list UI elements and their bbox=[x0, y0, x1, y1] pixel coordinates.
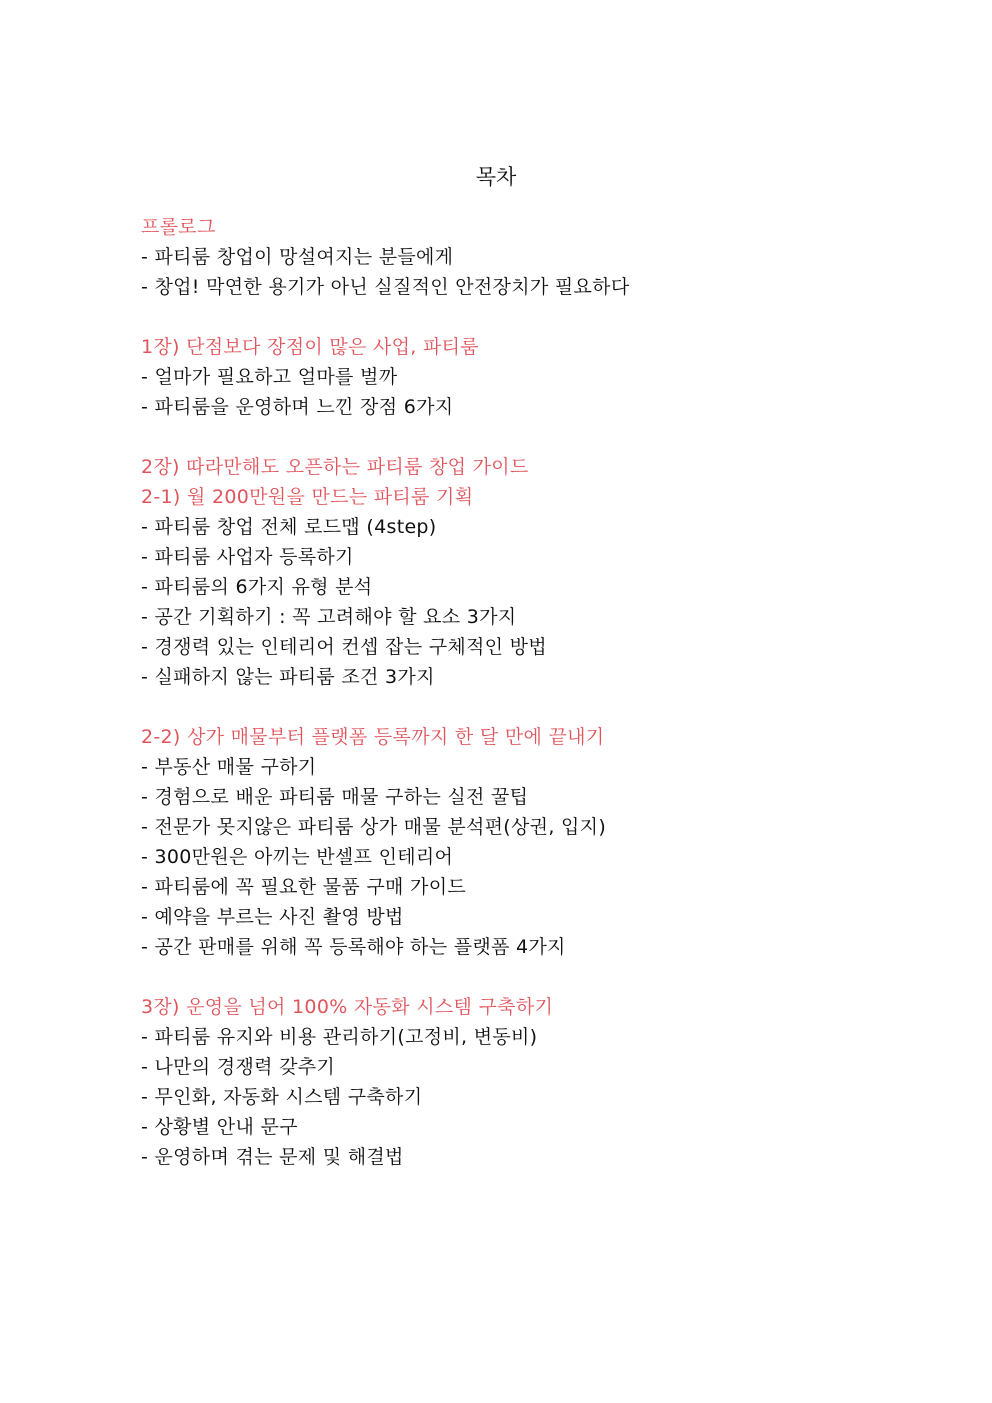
toc-item: - 경쟁력 있는 인테리어 컨셉 잡는 구체적인 방법 bbox=[141, 636, 547, 658]
toc-item: - 경험으로 배운 파티룸 매물 구하는 실전 꿀팁 bbox=[141, 786, 529, 808]
toc-section-chapter-2-1 bbox=[141, 452, 921, 692]
toc-section-chapter-3 bbox=[141, 992, 921, 1172]
toc-item: - 파티룸을 운영하며 느낀 장점 6가지 bbox=[141, 396, 454, 418]
toc-item: - 파티룸 사업자 등록하기 bbox=[141, 546, 354, 568]
toc-item: - 예약을 부르는 사진 촬영 방법 bbox=[141, 906, 404, 928]
toc-item: - 공간 기획하기 : 꼭 고려해야 할 요소 3가지 bbox=[141, 606, 517, 628]
section-heading: 2-2) 상가 매물부터 플랫폼 등록까지 한 달 만에 끝내기 bbox=[141, 726, 605, 748]
toc-title: 목차 bbox=[475, 165, 517, 189]
section-heading: 3장) 운영을 넘어 100% 자동화 시스템 구축하기 bbox=[141, 996, 554, 1018]
toc-item: - 파티룸의 6가지 유형 분석 bbox=[141, 576, 373, 598]
toc-item: - 창업! 막연한 용기가 아닌 실질적인 안전장치가 필요하다 bbox=[141, 276, 630, 298]
section-heading: 2장) 따라만해도 오픈하는 파티룸 창업 가이드 bbox=[141, 456, 529, 478]
toc-item: - 공간 판매를 위해 꼭 등록해야 하는 플랫폼 4가지 bbox=[141, 936, 566, 958]
toc-item: - 부동산 매물 구하기 bbox=[141, 756, 317, 778]
toc-item: - 전문가 못지않은 파티룸 상가 매물 분석편(상권, 입지) bbox=[141, 816, 607, 838]
toc-item: - 운영하며 겪는 문제 및 해결법 bbox=[141, 1146, 404, 1168]
toc-item: - 파티룸 유지와 비용 관리하기(고정비, 변동비) bbox=[141, 1026, 538, 1048]
toc-section-prologue bbox=[141, 212, 921, 302]
section-gap bbox=[141, 962, 921, 992]
toc-item: - 얼마가 필요하고 얼마를 벌까 bbox=[141, 366, 398, 388]
section-subheading: 2-1) 월 200만원을 만드는 파티룸 기획 bbox=[141, 486, 474, 508]
toc-item: - 300만원은 아끼는 반셀프 인테리어 bbox=[141, 846, 454, 868]
toc-item: - 무인화, 자동화 시스템 구축하기 bbox=[141, 1086, 423, 1108]
toc-item: - 실패하지 않는 파티룸 조건 3가지 bbox=[141, 666, 435, 688]
section-heading: 프롤로그 bbox=[141, 216, 216, 238]
section-gap bbox=[141, 692, 921, 722]
section-heading: 1장) 단점보다 장점이 많은 사업, 파티룸 bbox=[141, 336, 479, 358]
toc-item: - 상황별 안내 문구 bbox=[141, 1116, 298, 1138]
table-of-contents bbox=[141, 212, 921, 1172]
toc-item: - 파티룸 창업 전체 로드맵 (4step) bbox=[141, 516, 437, 538]
toc-section-chapter-1 bbox=[141, 332, 921, 422]
section-gap bbox=[141, 422, 921, 452]
toc-section-chapter-2-2 bbox=[141, 722, 921, 962]
toc-item: - 파티룸에 꼭 필요한 물품 구매 가이드 bbox=[141, 876, 467, 898]
section-gap bbox=[141, 302, 921, 332]
toc-item: - 파티룸 창업이 망설여지는 분들에게 bbox=[141, 246, 454, 268]
toc-item: - 나만의 경쟁력 갖추기 bbox=[141, 1056, 336, 1078]
